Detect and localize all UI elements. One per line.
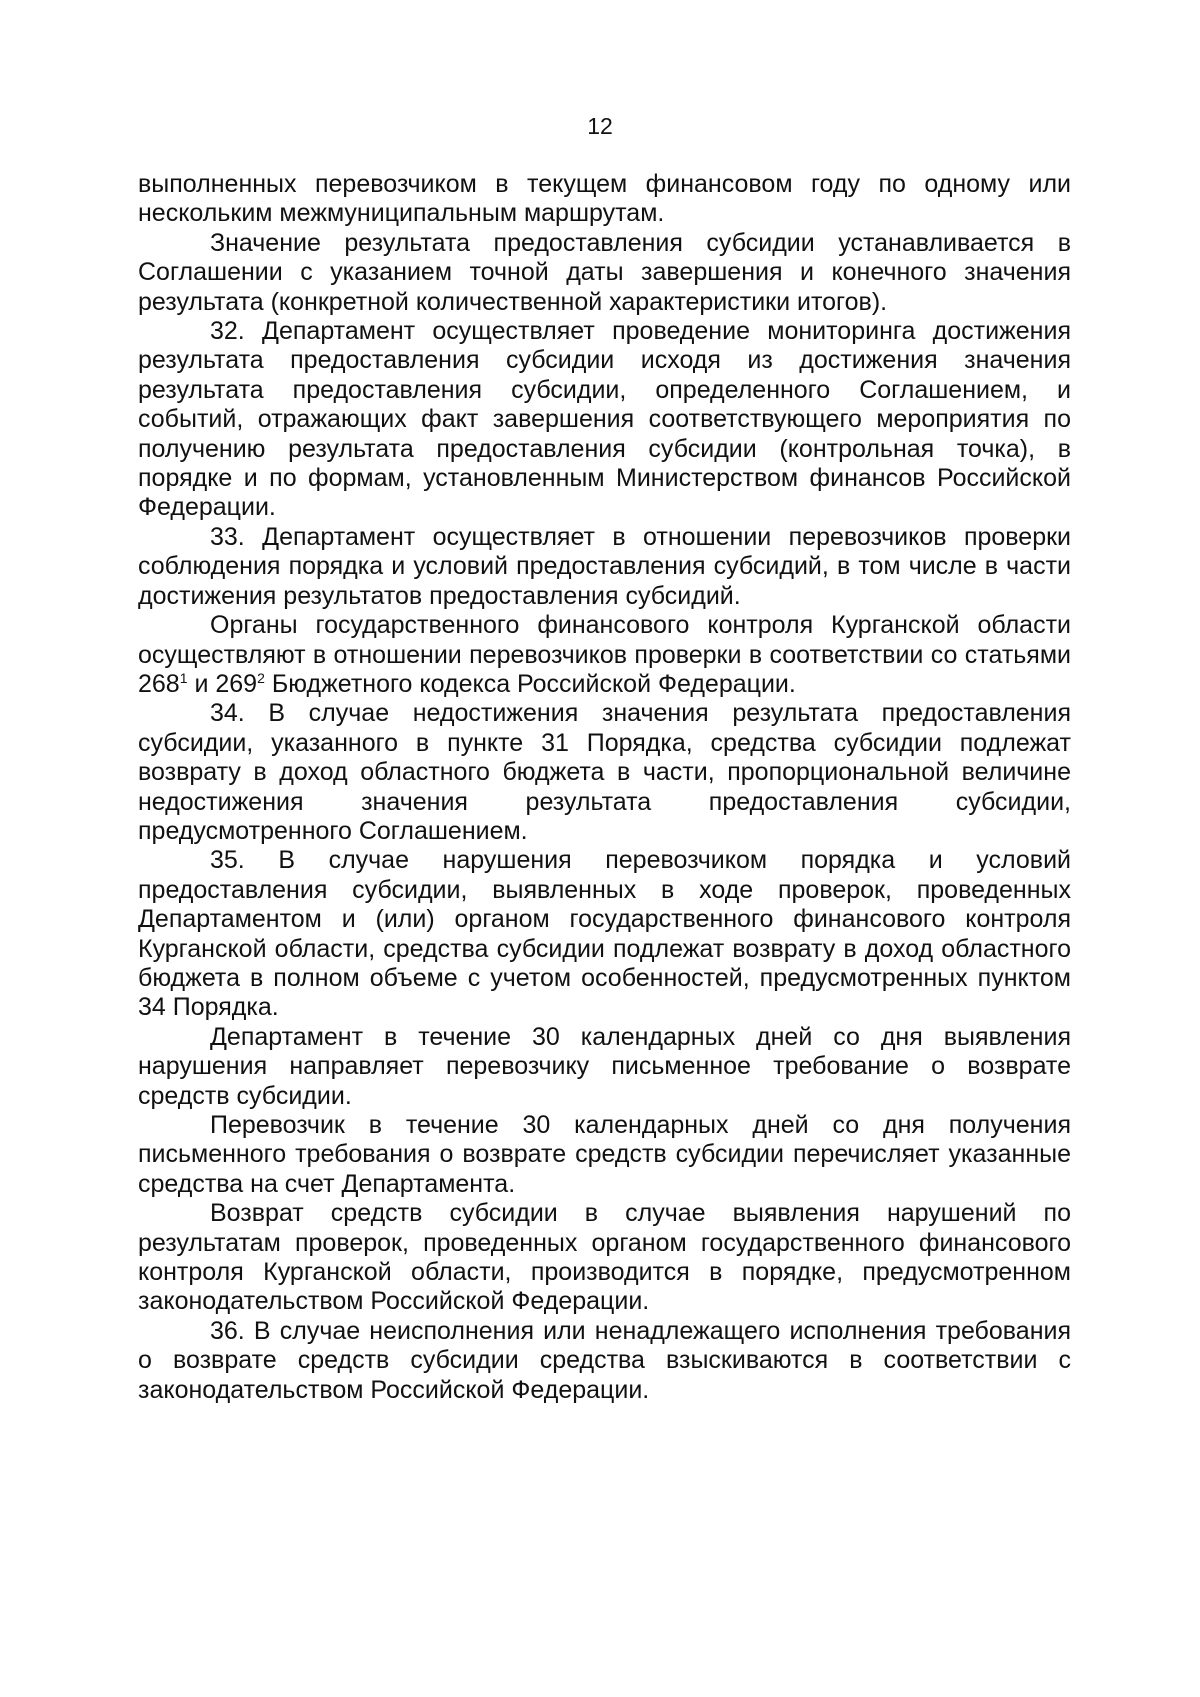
- control-bodies-text-middle: и 269: [187, 669, 258, 698]
- control-bodies-text-end: Бюджетного кодекса Российской Федерации.: [264, 669, 796, 698]
- paragraph-return-procedure: Возврат средств субсидии в случае выявления нарушений по результатам проверок, проведенных органом государственного финансового контроля Курганской области, производится в порядке, предусмотренном законодательством Российской Федерации.: [138, 1199, 1071, 1316]
- paragraph-department-demand: Департамент в течение 30 календарных дней со дня выявления нарушения направляет перевозчику письменное требование о возврате средств субсидии.: [138, 1022, 1071, 1110]
- document-body: [138, 170, 1071, 1405]
- footnote-superscript-1: 1: [179, 669, 188, 686]
- paragraph-carrier-transfer: Перевозчик в течение 30 календарных дней со дня получения письменного требования о возврате средств субсидии перечисляет указанные средства на счет Департамента.: [138, 1111, 1071, 1198]
- paragraph-control-bodies: [138, 611, 1071, 699]
- paragraph-continuation: выполненных перевозчиком в текущем финансовом году по одному или нескольким межмуниципальным маршрутам.: [138, 170, 1071, 228]
- paragraph-35-violation: 35. В случае нарушения перевозчиком порядка и условий предоставления субсидии, выявленных в ходе проверок, проведенных Департаментом и (или) органом государственного финансового контроля Курганской области, средства субсидии подлежат возврату в доход областного бюджета в полном объеме с учетом особенностей, предусмотренных пунктом 34 Порядка.: [138, 846, 1071, 1022]
- page-number: 12: [587, 113, 613, 139]
- footnote-superscript-2: 2: [257, 669, 265, 686]
- paragraph-34-non-achievement: 34. В случае недостижения значения результата предоставления субсидии, указанного в пункте 31 Порядка, средства субсидии подлежат возврату в доход областного бюджета в части, пропорциональной величине недостижения значения результата предоставления субсидии, предусмотренного Соглашением.: [138, 699, 1071, 845]
- paragraph-result-value: Значение результата предоставления субсидии устанавливается в Соглашении с указанием точной даты завершения и конечного значения результата (конкретной количественной характеристики итогов).: [138, 228, 1071, 316]
- paragraph-33-inspections: 33. Департамент осуществляет в отношении перевозчиков проверки соблюдения порядка и условий предоставления субсидий, в том числе в части достижения результатов предоставления субсидий.: [138, 522, 1071, 610]
- paragraph-36-recovery: 36. В случае неисполнения или ненадлежащего исполнения требования о возврате средств субсидии средства взыскиваются в соответствии с законодательством Российской Федерации.: [138, 1316, 1071, 1404]
- control-bodies-text-start: Органы государственного финансового контроля Курганской области осуществляют в отношении перевозчиков проверки в соответствии со статьями 268: [138, 611, 1071, 698]
- paragraph-32-monitoring: 32. Департамент осуществляет проведение мониторинга достижения результата предоставления субсидии исходя из достижения значения результата предоставления субсидии, определенного Соглашением, и событий, отражающих факт завершения соответствующего мероприятия по получению результата предоставления субсидии (контрольная точка), в порядке и по формам, установленным Министерством финансов Российской Федерации.: [138, 317, 1071, 522]
